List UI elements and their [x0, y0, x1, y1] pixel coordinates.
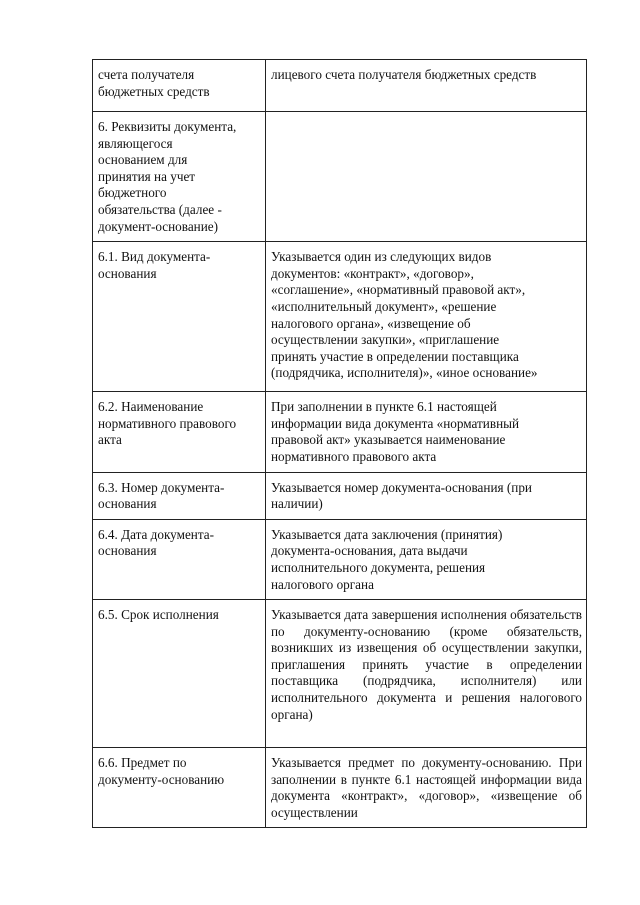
field-description-cell: [266, 472, 587, 519]
field-name-cell: [93, 519, 266, 599]
field-description: Указывается дата заключения (принятия) документа-основания, дата выдачи исполнительного документа, решения налогового органа: [271, 526, 503, 592]
field-name-cell: [93, 748, 266, 828]
table-row: [93, 600, 587, 748]
field-description: лицевого счета получателя бюджетных средств: [271, 67, 537, 82]
field-name: счета получателя бюджетных средств: [98, 67, 210, 99]
field-name: 6.5. Срок исполнения: [98, 607, 219, 623]
field-description: Указывается один из следующих видов документов: «контракт», «договор», «соглашение», «нормативный правовой акт», «исполнительный документ», «решение налогового органа», «извещение об осуществлении закупки», «приглашение принять участие в определении поставщика (подрядчика, исполнителя)», «иное основание»: [271, 249, 538, 381]
table-row: [93, 519, 587, 599]
table-row: [93, 242, 587, 392]
table-row: [93, 112, 587, 242]
field-description: При заполнении в пункте 6.1 настоящей информации вида документа «нормативный правовой акт» указывается наименование нормативного правового акта: [271, 399, 520, 464]
field-name: 6.2. Наименование нормативного правового акта: [98, 399, 237, 448]
field-description-cell: [266, 600, 587, 748]
field-name: 6.6. Предмет по документу-основанию: [98, 755, 225, 787]
field-name-cell: [93, 392, 266, 472]
field-name-cell: [93, 60, 266, 112]
field-description-cell: [266, 519, 587, 599]
field-name-cell: [93, 472, 266, 519]
field-name: 6.4. Дата документа- основания: [98, 526, 215, 559]
field-description-cell: [266, 112, 587, 242]
table-row: [93, 748, 587, 828]
section-title: 6. Реквизиты документа, являющегося основанием для принятия на учет бюджетного обязательства (далее - документ-основание): [98, 119, 237, 234]
field-description-cell: [266, 242, 587, 392]
field-description: Указывается номер документа-основания (при наличии): [271, 479, 532, 512]
field-name-cell: [93, 600, 266, 748]
field-description: Указывается предмет по документу-основанию. При заполнении в пункте 6.1 настоящей информации вида документа «контракт», «договор», «извещение об осуществлении: [271, 755, 582, 820]
requisites-table: [92, 59, 587, 828]
field-name: 6.3. Номер документа- основания: [98, 479, 225, 512]
table-row: [93, 60, 587, 112]
field-name: 6.1. Вид документа- основания: [98, 249, 211, 281]
field-name-cell: [93, 242, 266, 392]
field-description-cell: [266, 60, 587, 112]
field-description-cell: [266, 748, 587, 828]
field-name-cell: [93, 112, 266, 242]
table-row: [93, 472, 587, 519]
field-description: Указывается дата завершения исполнения обязательств по документу-основанию (кроме обязательств, возникших из извещения об осуществлении закупки, приглашения принять участие в определении поставщика (подрядчика, исполнителя) или исполнительного документа и решения налогового органа): [271, 607, 582, 722]
field-description-cell: [266, 392, 587, 472]
table-row: [93, 392, 587, 472]
